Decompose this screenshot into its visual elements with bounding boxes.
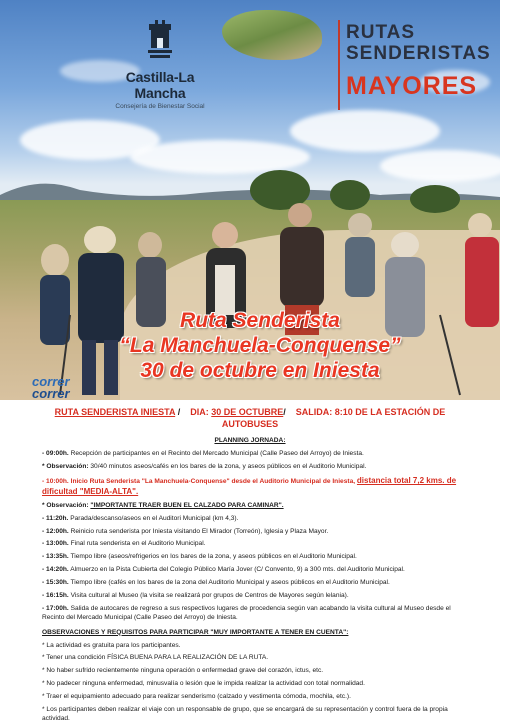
schedule-time: - 12:00h. [42,527,69,535]
rutas-line1: RUTAS [346,22,416,43]
schedule-text: Recepción de participantes en el Recinto del Mercado Municipal (Calle Paseo del Arroyo) de Iniesta. [70,450,364,458]
schedule-text: Salida de autocares de regreso a sus respectivos lugares de procedencia según van acabando la visita cultural al Museo desde el Recinto del Mercado Municipal (Calle Paseo del Arroyo) de Iniesta. [42,604,451,621]
schedule-time: - 10:00h. [42,477,69,485]
route-name: RUTA SENDERISTA INIESTA [54,407,176,417]
correr-line1: correr [32,374,70,389]
rutas-line3: MAYORES [346,72,478,100]
schedule-time: - 13:35h. [42,553,69,561]
schedule-time: - 11:20h. [42,514,69,522]
day-value: 30 DE OCTUBRE [211,407,284,417]
schedule-item [42,502,458,511]
observation-item: * No haber sufrido recientemente ninguna operación o enfermedad grave del corazón, ictus, etc. [42,667,324,675]
schedule-text: Inicio Ruta Senderista "La Manchuela-Conquense" desde el Auditorio Municipal de Iniesta, [70,477,356,485]
clm-sub: Consejería de Bienestar Social [115,103,205,110]
separator: / [177,407,181,417]
schedule-item [42,528,458,537]
schedule-time: - 16:15h. [42,591,69,599]
schedule-item [42,540,458,549]
schedule-item [42,566,458,575]
schedule-item [42,579,458,588]
route-header [42,406,458,430]
rutas-line2: SENDERISTAS [346,43,491,64]
info-document [0,402,500,722]
correr-line2: correr [32,386,70,401]
schedule-time: - 15:30h. [42,579,69,587]
schedule-time: - 13:00h. [42,540,69,548]
distance-highlight: distancia total 7,2 kms. de dificultad "MEDIA-ALTA". [42,475,457,496]
observation-item: * No padecer ninguna enfermedad, minusvalía o lesión que le impida realizar la actividad con total normalidad. [42,680,365,688]
hero-title-line1: Ruta Senderista [180,309,340,332]
schedule-item [42,476,458,498]
schedule-item [42,592,458,601]
hero-title [60,308,460,383]
schedule-time: * Observación: [42,463,89,471]
hikers-photo-logo [222,10,322,60]
observation-item: * La actividad es gratuita para los participantes. [42,641,181,649]
correr-logo [32,376,70,400]
schedule-item [42,553,458,562]
clm-name: Castilla-La Mancha [125,69,195,101]
schedule-text: Reinicio ruta senderista por Iniesta visitando El Mirador (Torreón), Iglesia y Plaza Mayor. [70,527,329,535]
observations-title: OBSERVACIONES Y REQUISITOS PARA PARTICIPAR "MUY IMPORTANTE A TENER EN CUENTA": [42,628,349,636]
separator: / [283,407,286,417]
castle-crest-icon [147,18,173,60]
castilla-la-mancha-logo [100,18,220,108]
schedule-item [42,463,458,472]
schedule-item [42,450,458,459]
observation-item: * Tener una condición FÍSICA BUENA PARA LA REALIZACIÓN DE LA RUTA. [42,654,269,662]
schedule-time: - 14:20h. [42,566,69,574]
schedule-time: * Observación: [42,501,89,509]
rutas-senderistas-logo [338,14,498,101]
schedule-time: - 17:00h. [42,604,69,612]
planning-title: PLANNING JORNADA: [214,437,286,445]
schedule-text: Final ruta senderista en el Auditorio Municipal. [70,540,206,548]
schedule-text: Visita cultural al Museo (la visita se realizará por grupos de Centros de Mayores según lelania). [70,591,349,599]
hero-title-line3: 30 de octubre en Iniesta [140,359,380,382]
observation-item: * Traer el equipamiento adecuado para realizar senderismo (calzado y vestimenta cómoda, mochila, etc.). [42,693,351,701]
schedule-item [42,605,458,623]
schedule-time: - 09:00h. [42,450,69,458]
observation-item: * Los participantes deben realizar el viaje con un responsable de grupo, que se encargará de su representación y control fuera de la propia actividad. [42,705,448,722]
schedule-text: 30/40 minutos aseos/cafés en los bares de la zona, y aseos públicos en el Auditorio Municipal. [90,463,367,471]
schedule-text: "IMPORTANTE TRAER BUEN EL CALZADO PARA CAMINAR". [90,501,284,509]
hero-title-line2: “La Manchuela-Conquense” [119,334,401,357]
day-label: DIA: [190,407,209,417]
schedule-text: Tiempo libre (aseos/refrigerios en los bares de la zona, y aseos públicos en el Auditorio Municipal. [70,553,357,561]
schedule-item [42,515,458,524]
schedule-text: Almuerzo en la Pista Cubierta del Colegio Público María Jover (C/ Convento, 9) a 300 mts. del Auditorio Municipal. [70,566,405,574]
departure-info: SALIDA: 8:10 DE LA ESTACIÓN DE AUTOBUSES [221,407,446,430]
schedule-text: Parada/descanso/aseos en el Auditori Municipal (km 4,3). [70,514,239,522]
schedule-text: Tiempo libre (cafés en los bares de la zona del Auditorio Municipal y aseos públicos en el Auditorio Municipal. [70,579,390,587]
